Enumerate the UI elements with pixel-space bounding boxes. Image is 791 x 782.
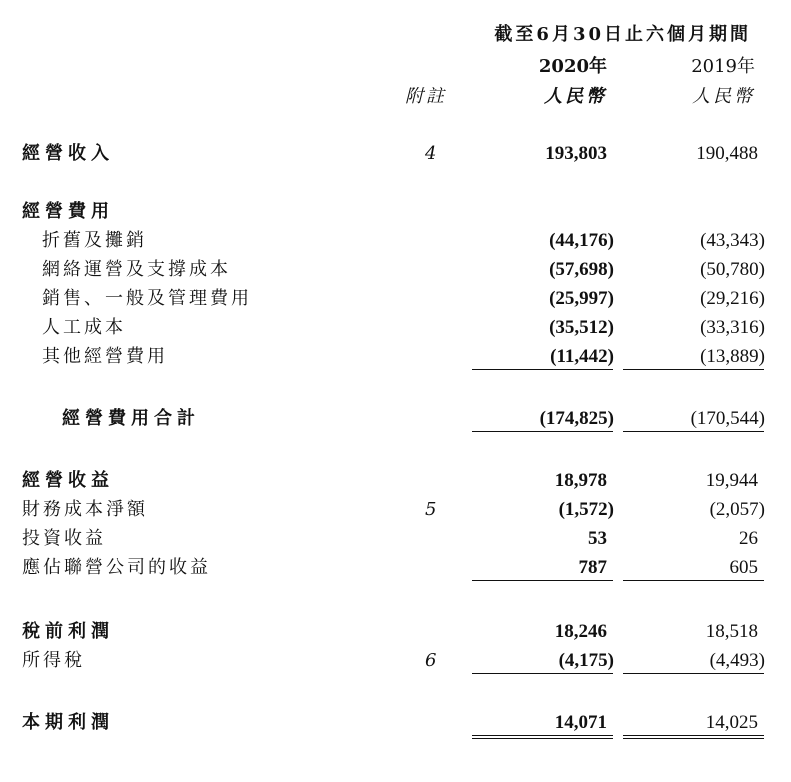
value-current-operating-income: 18,978: [554, 470, 607, 491]
row-label-personnel: 人工成本: [42, 317, 126, 338]
row-label-finance-cost: 財務成本淨額: [22, 499, 148, 520]
tax-rule-prior: [623, 673, 764, 674]
value-prior-other-expenses: (13,889): [700, 346, 765, 367]
period-title: 截至6月30日止六個月期間: [494, 24, 751, 45]
currency-current: 人民幣: [544, 86, 607, 107]
value-current-revenue: 193,803: [545, 143, 607, 164]
value-current-total-expenses: (174,825): [539, 408, 614, 429]
value-prior-finance-cost: (2,057): [709, 499, 765, 520]
row-label-investment-income: 投資收益: [22, 528, 106, 549]
row-label-network: 網絡運營及支撐成本: [42, 259, 231, 280]
value-prior-investment-income: 26: [739, 528, 758, 549]
currency-prior: 人民幣: [692, 86, 755, 107]
value-prior-operating-income: 19,944: [705, 470, 758, 491]
value-prior-net-profit: 14,025: [705, 712, 758, 733]
total-rule-current: [472, 431, 613, 432]
value-current-sga: (25,997): [549, 288, 614, 309]
value-current-depreciation: (44,176): [549, 230, 614, 251]
row-label-other-expenses: 其他經營費用: [42, 346, 168, 367]
row-label-pretax: 稅前利潤: [22, 621, 114, 642]
row-label-operating-income: 經營收益: [22, 470, 114, 491]
year-prior: 2019年: [691, 56, 755, 77]
row-label-sga: 銷售、一般及管理費用: [42, 288, 252, 309]
net-profit-double-rule-current: [472, 735, 613, 739]
row-label-revenue: 經營收入: [22, 143, 114, 164]
value-prior-network: (50,780): [700, 259, 765, 280]
tax-rule-current: [472, 673, 613, 674]
value-current-pretax: 18,246: [554, 621, 607, 642]
row-label-total-expenses: 經營費用合計: [62, 408, 200, 429]
value-prior-sga: (29,216): [700, 288, 765, 309]
net-profit-double-rule-prior: [623, 735, 764, 739]
note-income-tax: 6: [425, 650, 437, 671]
value-current-income-tax: (4,175): [558, 650, 614, 671]
value-current-network: (57,698): [549, 259, 614, 280]
value-current-net-profit: 14,071: [554, 712, 607, 733]
note-column-header: 附註: [405, 86, 447, 107]
total-rule-prior: [623, 431, 764, 432]
associates-rule-current: [472, 580, 613, 581]
value-prior-income-tax: (4,493): [709, 650, 765, 671]
row-label-net-profit: 本期利潤: [22, 712, 114, 733]
value-current-investment-income: 53: [588, 528, 607, 549]
value-current-finance-cost: (1,572): [558, 499, 614, 520]
year-current: 2020年: [538, 56, 607, 77]
value-prior-associates: 605: [729, 557, 758, 578]
value-prior-revenue: 190,488: [696, 143, 758, 164]
associates-rule-prior: [623, 580, 764, 581]
value-current-personnel: (35,512): [549, 317, 614, 338]
value-current-associates: 787: [578, 557, 607, 578]
note-revenue: 4: [425, 143, 437, 164]
value-prior-personnel: (33,316): [700, 317, 765, 338]
row-label-associates: 應佔聯營公司的收益: [22, 557, 211, 578]
subtotal-rule-prior: [623, 369, 764, 370]
value-prior-total-expenses: (170,544): [690, 408, 765, 429]
value-current-other-expenses: (11,442): [550, 346, 614, 367]
section-heading-expenses: 經營費用: [22, 201, 114, 222]
note-finance-cost: 5: [425, 499, 437, 520]
value-prior-pretax: 18,518: [705, 621, 758, 642]
row-label-depreciation: 折舊及攤銷: [42, 230, 147, 251]
value-prior-depreciation: (43,343): [700, 230, 765, 251]
row-label-income-tax: 所得稅: [22, 650, 85, 671]
subtotal-rule-current: [472, 369, 613, 370]
